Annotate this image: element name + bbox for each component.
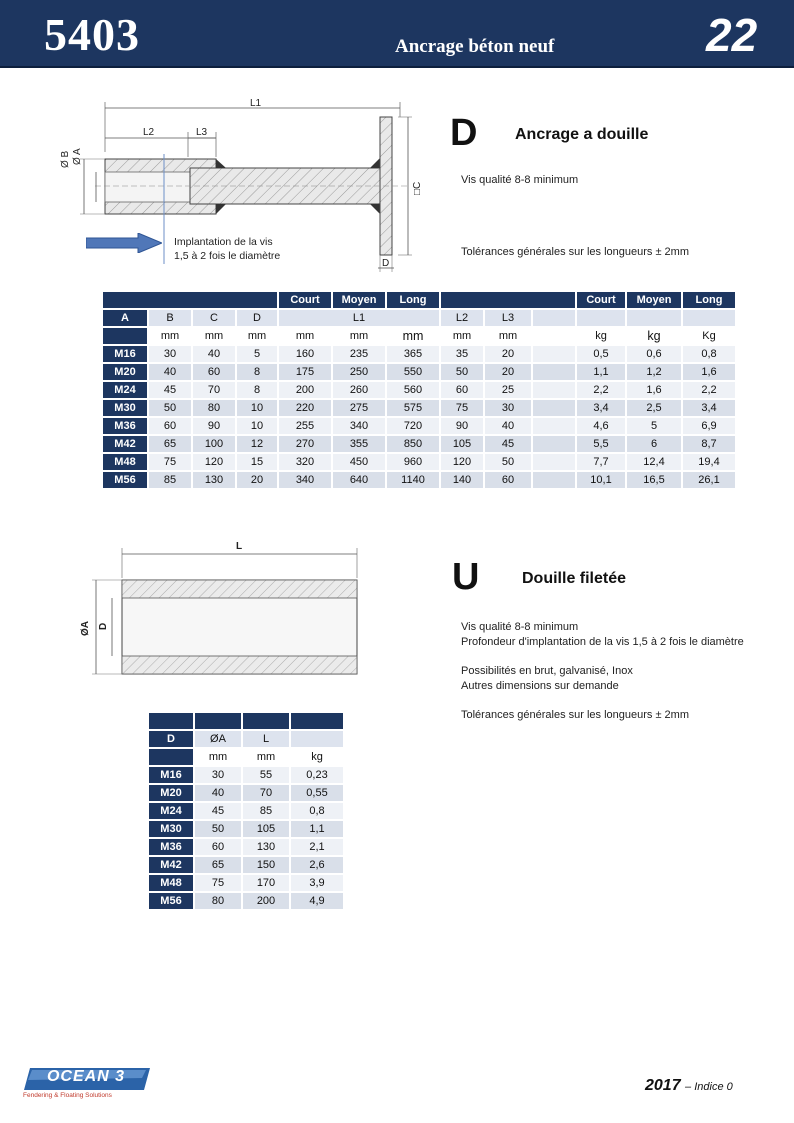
table-cell-wm: 16,5: [627, 472, 681, 488]
table-cell-wm: 1,2: [627, 364, 681, 380]
col-header-blank: [533, 310, 575, 326]
table-cell-c: 120: [193, 454, 235, 470]
table-cell-kg: 0,8: [291, 803, 343, 819]
threaded-sleeve-drawing: [78, 540, 378, 680]
header-long: Long: [387, 292, 439, 308]
section-d-note-1: Vis qualité 8-8 minimum: [461, 174, 579, 186]
table-cell-l1m: 250: [333, 364, 385, 380]
header-court-kg: Court: [577, 292, 625, 308]
col-header-blank: [291, 731, 343, 747]
table-cell-b: 85: [149, 472, 191, 488]
table-cell-l1m: 355: [333, 436, 385, 452]
sleeve-table-body: [149, 767, 343, 909]
row-key: M56: [103, 472, 147, 488]
table-top-header-row: [103, 292, 735, 308]
table-cell-l2: 75: [441, 400, 483, 416]
page-title: Ancrage béton neuf: [395, 36, 555, 57]
table-cell-b: 65: [149, 436, 191, 452]
table-cell-l3: 40: [485, 418, 531, 434]
footer-revision: [645, 1077, 733, 1095]
row-key: M20: [149, 785, 193, 801]
table-cell-l2: 35: [441, 346, 483, 362]
table-cell-c: 40: [193, 346, 235, 362]
table-cell-l1l: 960: [387, 454, 439, 470]
table-cell-l1c: 270: [279, 436, 331, 452]
table-cell-b: 40: [149, 364, 191, 380]
col-header-d: D: [237, 310, 277, 326]
table-cell-b: 45: [149, 382, 191, 398]
implant-note-line-1: Implantation de la vis: [174, 236, 273, 248]
table-cell-kg: 0,23: [291, 767, 343, 783]
row-key: M24: [103, 382, 147, 398]
table-cell-l1l: 850: [387, 436, 439, 452]
table-cell-l1c: 340: [279, 472, 331, 488]
table-cell-wc: 2,2: [577, 382, 625, 398]
row-key: M36: [103, 418, 147, 434]
table-cell-l2: 50: [441, 364, 483, 380]
table-cell-kg: 0,55: [291, 785, 343, 801]
dim-label-l1: L1: [250, 98, 262, 109]
unit-cell: mm: [387, 328, 439, 344]
table-cell-wm: 5: [627, 418, 681, 434]
header-blank: [441, 292, 575, 308]
unit-blank: [149, 749, 193, 765]
table-cell-l1l: 560: [387, 382, 439, 398]
row-key: M30: [149, 821, 193, 837]
table-cell-wl: 6,9: [683, 418, 735, 434]
table-row: [149, 875, 343, 891]
table-cell-d: 20: [237, 472, 277, 488]
table-cell-l1m: 340: [333, 418, 385, 434]
table-row: [149, 839, 343, 855]
table-cell-d: 5: [237, 346, 277, 362]
table-top-header-row: [149, 713, 343, 729]
table-cell-l1c: 160: [279, 346, 331, 362]
table-cell-l1l: 365: [387, 346, 439, 362]
row-key: M16: [149, 767, 193, 783]
col-header-blank: [577, 310, 625, 326]
table-cell-l2: 90: [441, 418, 483, 434]
table-cell-wc: 1,1: [577, 364, 625, 380]
table-cell-l3: 20: [485, 346, 531, 362]
col-header-blank: [683, 310, 735, 326]
header-blank: [243, 713, 289, 729]
table-cell-l: 105: [243, 821, 289, 837]
row-key: M42: [149, 857, 193, 873]
header-court: Court: [279, 292, 331, 308]
unit-blank: [533, 328, 575, 344]
row-key: M48: [103, 454, 147, 470]
table-cell-b: 30: [149, 346, 191, 362]
table-cell-a: 40: [195, 785, 241, 801]
table-cell-l2: 105: [441, 436, 483, 452]
implant-note: [174, 235, 280, 263]
footer-year: 2017: [645, 1077, 681, 1094]
col-header-oa: ØA: [195, 731, 241, 747]
table-row: [149, 803, 343, 819]
col-header-l: L: [243, 731, 289, 747]
section-d-title: Ancrage a douille: [515, 126, 649, 143]
table-cell-c: 60: [193, 364, 235, 380]
table-cell-l: 200: [243, 893, 289, 909]
table-cell-kg: 2,6: [291, 857, 343, 873]
table-cell-d: 10: [237, 400, 277, 416]
section-u-note-1: Vis qualité 8-8 minimum: [461, 621, 579, 633]
table-cell-l1m: 275: [333, 400, 385, 416]
table-cell-l3: 45: [485, 436, 531, 452]
page-number: 22: [706, 9, 758, 61]
table-cell-a: 80: [195, 893, 241, 909]
anchor-table-body: [103, 346, 735, 488]
table-cell-wc: 0,5: [577, 346, 625, 362]
dim-label-oa: ØA: [80, 621, 91, 636]
header-moyen-kg: Moyen: [627, 292, 681, 308]
table-cell-l1c: 200: [279, 382, 331, 398]
table-cell-l1c: 220: [279, 400, 331, 416]
table-row: [103, 472, 735, 488]
row-key: M56: [149, 893, 193, 909]
table-cell-a: 60: [195, 839, 241, 855]
table-row: [103, 364, 735, 380]
section-u-notes-b: [461, 664, 633, 694]
table-cell-wl: 3,4: [683, 400, 735, 416]
col-header-l1: L1: [279, 310, 439, 326]
header-blank: [103, 292, 277, 308]
section-d-note-2: Tolérances générales sur les longueurs ± 2mm: [461, 246, 689, 258]
table-cell-kg: 3,9: [291, 875, 343, 891]
unit-blank: [103, 328, 147, 344]
header-blank: [149, 713, 193, 729]
table-cell-l2: 140: [441, 472, 483, 488]
table-cell-wl: 19,4: [683, 454, 735, 470]
table-row: [149, 785, 343, 801]
table-cell-blank: [533, 364, 575, 380]
table-cell-wm: 1,6: [627, 382, 681, 398]
unit-cell: mm: [243, 749, 289, 765]
col-header-a: A: [103, 310, 147, 326]
section-u-note-3: Possibilités en brut, galvanisé, Inox: [461, 665, 633, 677]
dim-label-a: Ø A: [72, 148, 83, 165]
table-cell-c: 90: [193, 418, 235, 434]
unit-cell: mm: [237, 328, 277, 344]
table-cell-blank: [533, 436, 575, 452]
unit-cell: mm: [193, 328, 235, 344]
table-unit-row: [149, 749, 343, 765]
table-cell-l1l: 575: [387, 400, 439, 416]
table-cell-l1c: 255: [279, 418, 331, 434]
table-cell-d: 10: [237, 418, 277, 434]
table-cell-l: 130: [243, 839, 289, 855]
table-row: [103, 418, 735, 434]
logo-text: OCEAN 3: [46, 1068, 126, 1085]
table-cell-c: 80: [193, 400, 235, 416]
logo-tagline: Fendering & Floating Solutions: [23, 1092, 112, 1099]
section-u-note-4: Autres dimensions sur demande: [461, 680, 619, 692]
table-cell-a: 45: [195, 803, 241, 819]
unit-cell: mm: [333, 328, 385, 344]
table-unit-row: [103, 328, 735, 344]
unit-cell: kg: [577, 328, 625, 344]
dim-label-c: □C: [412, 181, 423, 195]
table-cell-l1c: 175: [279, 364, 331, 380]
table-cell-wl: 1,6: [683, 364, 735, 380]
unit-cell: kg: [291, 749, 343, 765]
footer-index: – Indice 0: [685, 1081, 733, 1093]
unit-cell: mm: [441, 328, 483, 344]
table-cell-l2: 120: [441, 454, 483, 470]
unit-cell: kg: [627, 328, 681, 344]
table-cell-a: 65: [195, 857, 241, 873]
section-u-letter: U: [452, 556, 480, 598]
table-cell-blank: [533, 346, 575, 362]
table-cell-l1m: 235: [333, 346, 385, 362]
table-cell-kg: 4,9: [291, 893, 343, 909]
table-cell-l3: 60: [485, 472, 531, 488]
product-code: 5403: [44, 9, 140, 60]
header-blank: [195, 713, 241, 729]
row-key: M20: [103, 364, 147, 380]
table-cell-l1l: 720: [387, 418, 439, 434]
header-long-kg: Long: [683, 292, 735, 308]
table-cell-kg: 2,1: [291, 839, 343, 855]
row-key: M42: [103, 436, 147, 452]
dim-label-b: Ø B: [60, 150, 71, 168]
table-row: [103, 436, 735, 452]
col-header-l2: L2: [441, 310, 483, 326]
table-cell-l2: 60: [441, 382, 483, 398]
unit-cell: mm: [279, 328, 331, 344]
table-cell-l1m: 450: [333, 454, 385, 470]
table-cell-blank: [533, 400, 575, 416]
table-cell-d: 12: [237, 436, 277, 452]
table-cell-d: 8: [237, 382, 277, 398]
table-cell-l3: 30: [485, 400, 531, 416]
dim-label-l3: L3: [196, 127, 208, 138]
table-cell-wc: 10,1: [577, 472, 625, 488]
table-cell-d: 8: [237, 364, 277, 380]
table-cell-wl: 8,7: [683, 436, 735, 452]
table-cell-wl: 0,8: [683, 346, 735, 362]
table-cell-l: 70: [243, 785, 289, 801]
table-cell-b: 50: [149, 400, 191, 416]
col-header-b: B: [149, 310, 191, 326]
table-row: [103, 346, 735, 362]
table-cell-a: 75: [195, 875, 241, 891]
section-d-letter: D: [450, 112, 478, 154]
dim-label-l2: L2: [143, 127, 155, 138]
table-cell-b: 75: [149, 454, 191, 470]
table-row: [149, 893, 343, 909]
table-cell-blank: [533, 472, 575, 488]
table-cell-kg: 1,1: [291, 821, 343, 837]
table-cell-blank: [533, 418, 575, 434]
table-cell-l1m: 640: [333, 472, 385, 488]
unit-cell: mm: [149, 328, 191, 344]
table-cell-l3: 25: [485, 382, 531, 398]
table-cell-wm: 0,6: [627, 346, 681, 362]
table-row: [149, 821, 343, 837]
table-cell-l: 150: [243, 857, 289, 873]
table-cell-wl: 2,2: [683, 382, 735, 398]
dim-label-d: D: [382, 258, 390, 269]
table-row: [103, 382, 735, 398]
implant-note-line-2: 1,5 à 2 fois le diamètre: [174, 250, 281, 262]
table-column-header-row: [149, 731, 343, 747]
table-row: [149, 767, 343, 783]
row-key: M48: [149, 875, 193, 891]
col-header-d: D: [149, 731, 193, 747]
table-column-header-row: [103, 310, 735, 326]
table-cell-blank: [533, 454, 575, 470]
table-cell-l3: 50: [485, 454, 531, 470]
table-cell-l1l: 550: [387, 364, 439, 380]
row-key: M24: [149, 803, 193, 819]
table-cell-d: 15: [237, 454, 277, 470]
table-cell-wc: 7,7: [577, 454, 625, 470]
col-header-l3: L3: [485, 310, 531, 326]
table-cell-c: 100: [193, 436, 235, 452]
section-u-note-2: Profondeur d'implantation de la vis 1,5 à 2 fois le diamètre: [461, 636, 744, 648]
section-u-note-5: Tolérances générales sur les longueurs ± 2mm: [461, 709, 689, 721]
table-cell-wc: 3,4: [577, 400, 625, 416]
table-row: [149, 857, 343, 873]
table-cell-c: 70: [193, 382, 235, 398]
table-cell-a: 30: [195, 767, 241, 783]
table-cell-c: 130: [193, 472, 235, 488]
table-cell-l3: 20: [485, 364, 531, 380]
sleeve-dimensions-table: [147, 711, 345, 911]
table-cell-wl: 26,1: [683, 472, 735, 488]
table-cell-l: 85: [243, 803, 289, 819]
row-key: M16: [103, 346, 147, 362]
table-cell-wm: 12,4: [627, 454, 681, 470]
row-key: M30: [103, 400, 147, 416]
col-header-blank: [627, 310, 681, 326]
table-cell-b: 60: [149, 418, 191, 434]
table-cell-l: 55: [243, 767, 289, 783]
table-cell-wc: 4,6: [577, 418, 625, 434]
table-cell-wc: 5,5: [577, 436, 625, 452]
implant-arrow-icon: [86, 233, 162, 253]
table-cell-a: 50: [195, 821, 241, 837]
header-moyen: Moyen: [333, 292, 385, 308]
row-key: M36: [149, 839, 193, 855]
table-cell-l1l: 1140: [387, 472, 439, 488]
section-u-title: Douille filetée: [522, 570, 627, 587]
table-cell-wm: 6: [627, 436, 681, 452]
table-cell-blank: [533, 382, 575, 398]
unit-cell: mm: [485, 328, 531, 344]
anchor-dimensions-table: [101, 290, 737, 490]
col-header-c: C: [193, 310, 235, 326]
table-cell-l1c: 320: [279, 454, 331, 470]
table-cell-wm: 2,5: [627, 400, 681, 416]
table-cell-l1m: 260: [333, 382, 385, 398]
unit-cell: Kg: [683, 328, 735, 344]
table-row: [103, 400, 735, 416]
table-row: [103, 454, 735, 470]
dim-label-d-u: D: [98, 622, 109, 630]
section-u-notes-a: [461, 620, 744, 650]
header-blank: [291, 713, 343, 729]
dim-label-l: L: [236, 541, 243, 552]
unit-cell: mm: [195, 749, 241, 765]
table-cell-l: 170: [243, 875, 289, 891]
